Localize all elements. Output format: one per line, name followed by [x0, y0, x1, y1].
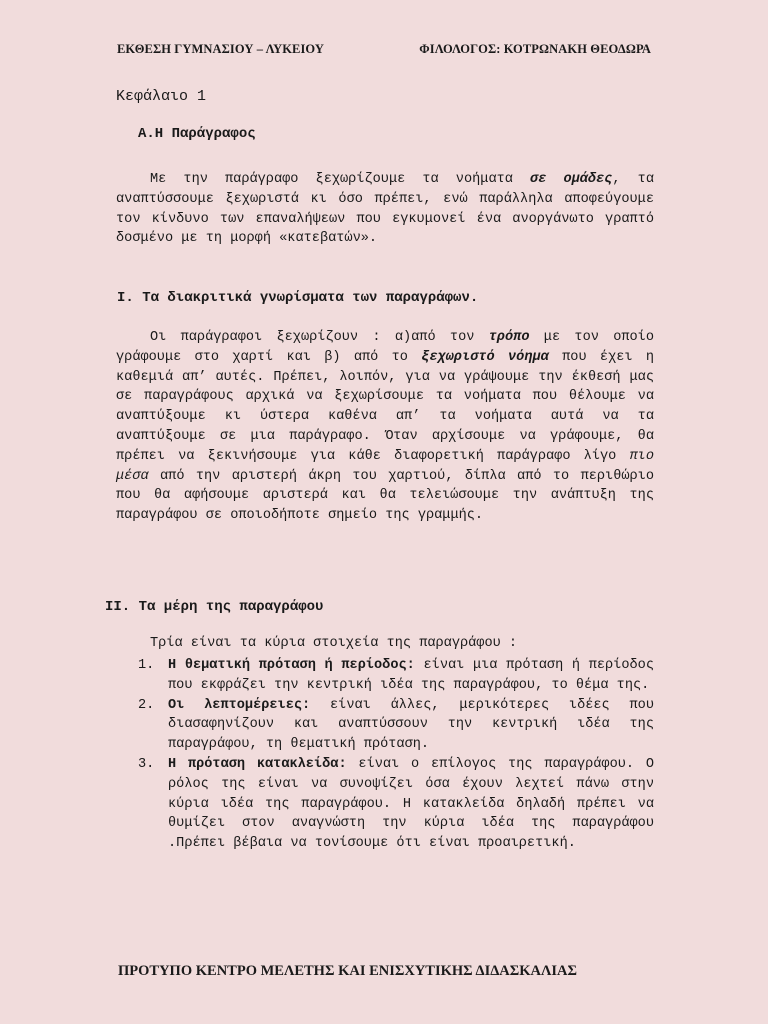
- heading-features: Ι. Τα διακριτικά γνωρίσματα των παραγράφων.: [117, 290, 479, 306]
- list-colon: :: [302, 697, 311, 713]
- list-colon: :: [406, 658, 415, 673]
- list-colon: :: [338, 756, 347, 772]
- heading-parts: ΙΙ. Τα μέρη της παραγράφου: [105, 599, 324, 615]
- list-number: 3.: [138, 756, 155, 772]
- list-item: [138, 696, 654, 755]
- list-number: 1.: [138, 658, 155, 673]
- p2-emphasis-noima: ξεχωριστό νόημα: [421, 349, 549, 365]
- list-text: είναι άλλες, μερικότερες ιδέες που διασαφηνίζουν και αναπτύσσουν την κεντρική ιδέα της παραγράφου, τη θεματική πρόταση.: [168, 697, 654, 753]
- header-right: ΦΙΛΟΛΟΓΟΣ: ΚΟΤΡΩΝΑΚΗ ΘΕΟΔΩΡΑ: [419, 42, 651, 56]
- paragraph-features: [116, 328, 654, 526]
- list-text: είναι μια πρόταση ή περίοδος που εκφράζει την κεντρική ιδέα της παραγράφου, το θέμα της.: [168, 658, 654, 693]
- header-left: ΕΚΘΕΣΗ ΓΥΜΝΑΣΙΟΥ – ΛΥΚΕΙΟΥ: [117, 42, 325, 56]
- p2-text-a: Οι παράγραφοι ξεχωρίζουν : α)από τον: [150, 330, 489, 345]
- p2-emphasis-mesa: πιο μέσα: [116, 448, 654, 484]
- p2-text-e: που έχει η καθεμιά απ’ αυτές. Πρέπει, λοιπόν, για να γράψουμε την έκθεσή μας σε παραγράφους αρχικά να ξεχωρίσουμε τα νοήματα που θέλουμε να αναπτύξουμε κι ύστερα καθένα απ’ τα νοήματα αυτά να τα αναπτύξουμε σε μια παράγραφο. Όταν αρχίσουμε να γράφουμε, θα πρέπει να ξεκινήσουμε για κάθε διαφορετική παράγραφο λίγο: [116, 349, 655, 464]
- list-item: [138, 755, 654, 854]
- section-title: Α.Η Παράγραφος: [138, 126, 256, 142]
- chapter-title: Κεφάλαιο 1: [116, 88, 207, 105]
- p1-emphasis: σε ομάδες: [530, 172, 613, 187]
- p2-text-g: από την αριστερή άκρη του χαρτιού, δίπλα από το περιθώριο που θα αφήσουμε αριστερά και θα τελειώσουμε την ανάπτυξη της παραγράφου σε οποιοδήποτε σημείο της γραμμής.: [116, 468, 654, 524]
- page-header: [117, 42, 651, 57]
- list-term: Οι λεπτομέρειες: [168, 697, 303, 713]
- list-item: [138, 656, 654, 696]
- p2-emphasis-tropo: τρόπο: [488, 330, 530, 345]
- parts-list: [138, 656, 654, 854]
- paragraph-intro: [116, 170, 654, 249]
- list-number: 2.: [138, 697, 155, 713]
- parts-intro: Τρία είναι τα κύρια στοιχεία της παραγράφου :: [150, 636, 518, 651]
- p1-text-a: Με την παράγραφο ξεχωρίζουμε τα νοήματα: [150, 172, 531, 187]
- list-term: Η θεματική πρόταση ή περίοδος: [168, 658, 407, 673]
- p1-text-c: , τα αναπτύσσουμε ξεχωριστά κι όσο πρέπει, ενώ παράλληλα αποφεύγουμε τον κίνδυνο των επαναλήψεων που εγκυμονεί ένα ανοργάνωτο γραπτό δοσμένο με τη μορφή «κατεβατών».: [116, 172, 654, 247]
- list-text: είναι ο επίλογος της παραγράφου. Ο ρόλος της είναι να συνοψίζει όσα έχουν λεχτεί πάνω στην κύρια ιδέα της παραγράφου. Η κατακλείδα δηλαδή πρέπει να θυμίζει στον αναγνώστη την κύρια ιδέα της παραγράφου .Πρέπει βέβαια να τονίσουμε ότι είναι προαιρετική.: [168, 756, 655, 852]
- list-term: Η πρόταση κατακλείδα: [168, 756, 339, 772]
- p2-text-c: με τον οποίο γράφουμε στο χαρτί και β) από το: [116, 330, 654, 365]
- page-footer: ΠΡΟΤΥΠΟ ΚΕΝΤΡΟ ΜΕΛΕΤΗΣ ΚΑΙ ΕΝΙΣΧΥΤΙΚΗΣ ΔΙΔΑΣΚΑΛΙΑΣ: [118, 963, 577, 979]
